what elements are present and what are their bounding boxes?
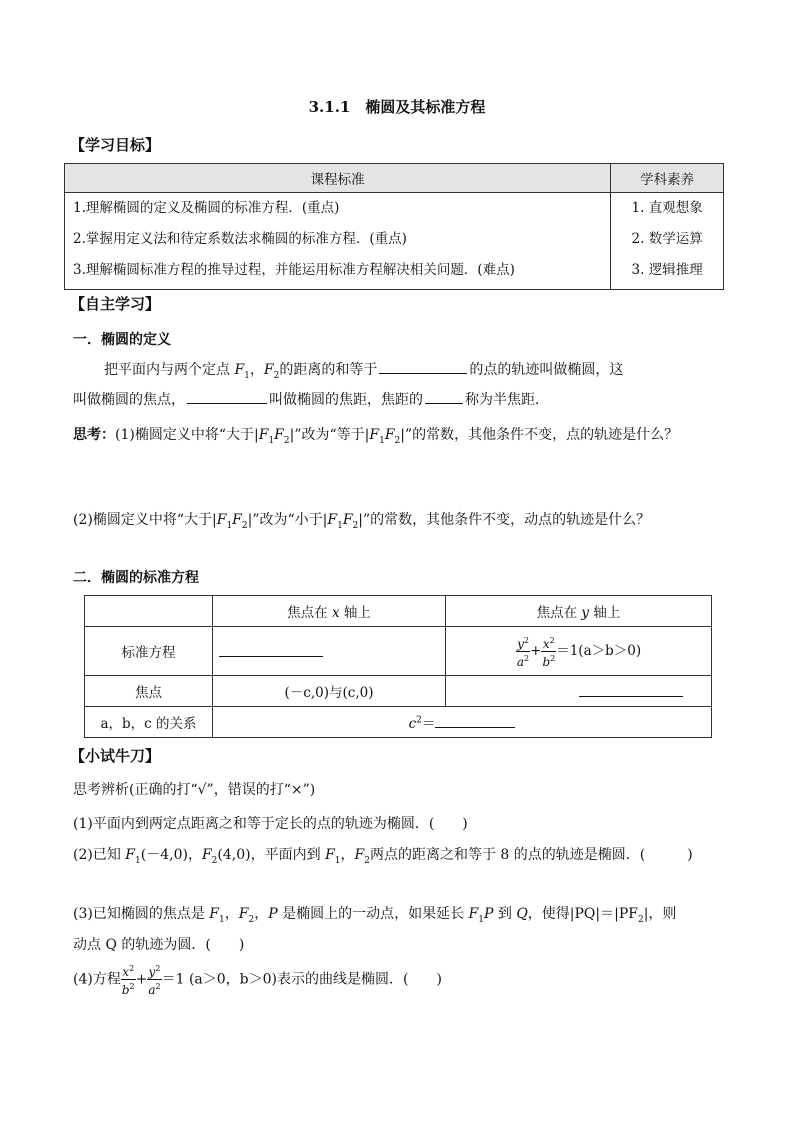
definition-line1: 把平面内与两个定点 $F_1$，$F_2$的距离的和等于 的点的轨迹叫做椭圆，这 (104, 359, 623, 381)
standard-equation-table (84, 595, 712, 738)
table-corner (85, 596, 213, 627)
answer-blank[interactable] (425, 389, 463, 404)
standard-item: 3.理解椭圆标准方程的推导过程，并能运用标准方程解决相关问题．(难点) (73, 262, 515, 278)
standards-cell (65, 193, 611, 290)
col-standard-header: 课程标准 (65, 164, 611, 193)
practice-q1: (1)平面内到两定点距离之和等于定长的点的轨迹为椭圆．( ) (73, 816, 468, 832)
think-question-2: (2)椭圆定义中将“大于$|F_1F_2|$”改为“小于$|F_1F_2|$”的常数，其他条件不变，动点的轨迹是什么？ (73, 512, 651, 531)
standard-item: 2.掌握用定义法和待定系数法求椭圆的标准方程．(重点) (73, 231, 407, 247)
focus-x-cell: (－c,0)与(c,0) (213, 676, 446, 707)
equation-y-cell: $\frac{y^2}{a^2}$ + $\frac{x^2}{b^2}$ ＝1(a＞b＞0) (446, 627, 712, 676)
page-title: 3.1.1 椭圆及其标准方程 (308, 98, 486, 116)
row-standard-equation: 标准方程 (85, 627, 213, 676)
equation-x-cell (213, 627, 446, 676)
row-focus: 焦点 (85, 676, 213, 707)
answer-blank[interactable] (187, 389, 267, 404)
objectives-table (64, 163, 724, 290)
practice-intro: 思考辨析(正确的打“√”，错误的打“×”) (73, 782, 316, 798)
practice-q2: (2)已知 $F_1(-4,0)$，$F_2(4,0)$，平面内到 $F_1$，$F_2$两点的距离之和等于 8 的点的轨迹是椭圆．( ) (73, 847, 693, 866)
literacy-item: 3. 逻辑推理 (631, 262, 703, 278)
row-relation: a，b，c 的关系 (85, 707, 213, 738)
practice-heading: 【小试牛刀】 (70, 747, 161, 765)
relation-cell: $c^2=$ (213, 707, 712, 738)
literacy-item: 2. 数学运算 (631, 231, 703, 247)
literacy-item: 1. 直观想象 (631, 200, 703, 216)
think-question-1: 思考：(1)椭圆定义中将“大于$|F_1F_2|$”改为“等于$|F_1F_2|$”的常数，其他条件不变，点的轨迹是什么？ (73, 427, 679, 446)
practice-q4: (4)方程 $\frac{x^2}{b^2}$ + $\frac{y^2}{a^2}$ ＝1 (a＞0，b＞0)表示的曲线是椭圆．( ) (73, 964, 442, 997)
self-study-heading: 【自主学习】 (70, 295, 161, 313)
practice-q3-line2: 动点 Q 的轨迹为圆．( ) (73, 937, 245, 953)
answer-blank[interactable] (435, 713, 515, 728)
part1-title: 一．椭圆的定义 (73, 332, 171, 348)
answer-blank[interactable] (219, 642, 323, 657)
objectives-heading: 【学习目标】 (70, 136, 161, 154)
col-focus-x: 焦点在 x 轴上 (213, 596, 446, 627)
col-focus-y: 焦点在 y 轴上 (446, 596, 712, 627)
practice-q3: (3)已知椭圆的焦点是 $F_1$，$F_2$，P 是椭圆上的一动点，如果延长 $F_1P$ 到 Q，使得$|PQ|=|PF_2|$，则 (73, 906, 677, 925)
col-literacy-header: 学科素养 (611, 164, 724, 193)
literacy-cell (611, 193, 724, 290)
standard-item: 1.理解椭圆的定义及椭圆的标准方程．(重点) (73, 200, 340, 216)
definition-line2: 叫做椭圆的焦点， 叫做椭圆的焦距，焦距的 称为半焦距． (73, 389, 549, 409)
answer-blank[interactable] (379, 359, 467, 374)
part2-title: 二．椭圆的标准方程 (73, 570, 199, 586)
answer-blank[interactable] (579, 682, 683, 697)
focus-y-cell (446, 676, 712, 707)
